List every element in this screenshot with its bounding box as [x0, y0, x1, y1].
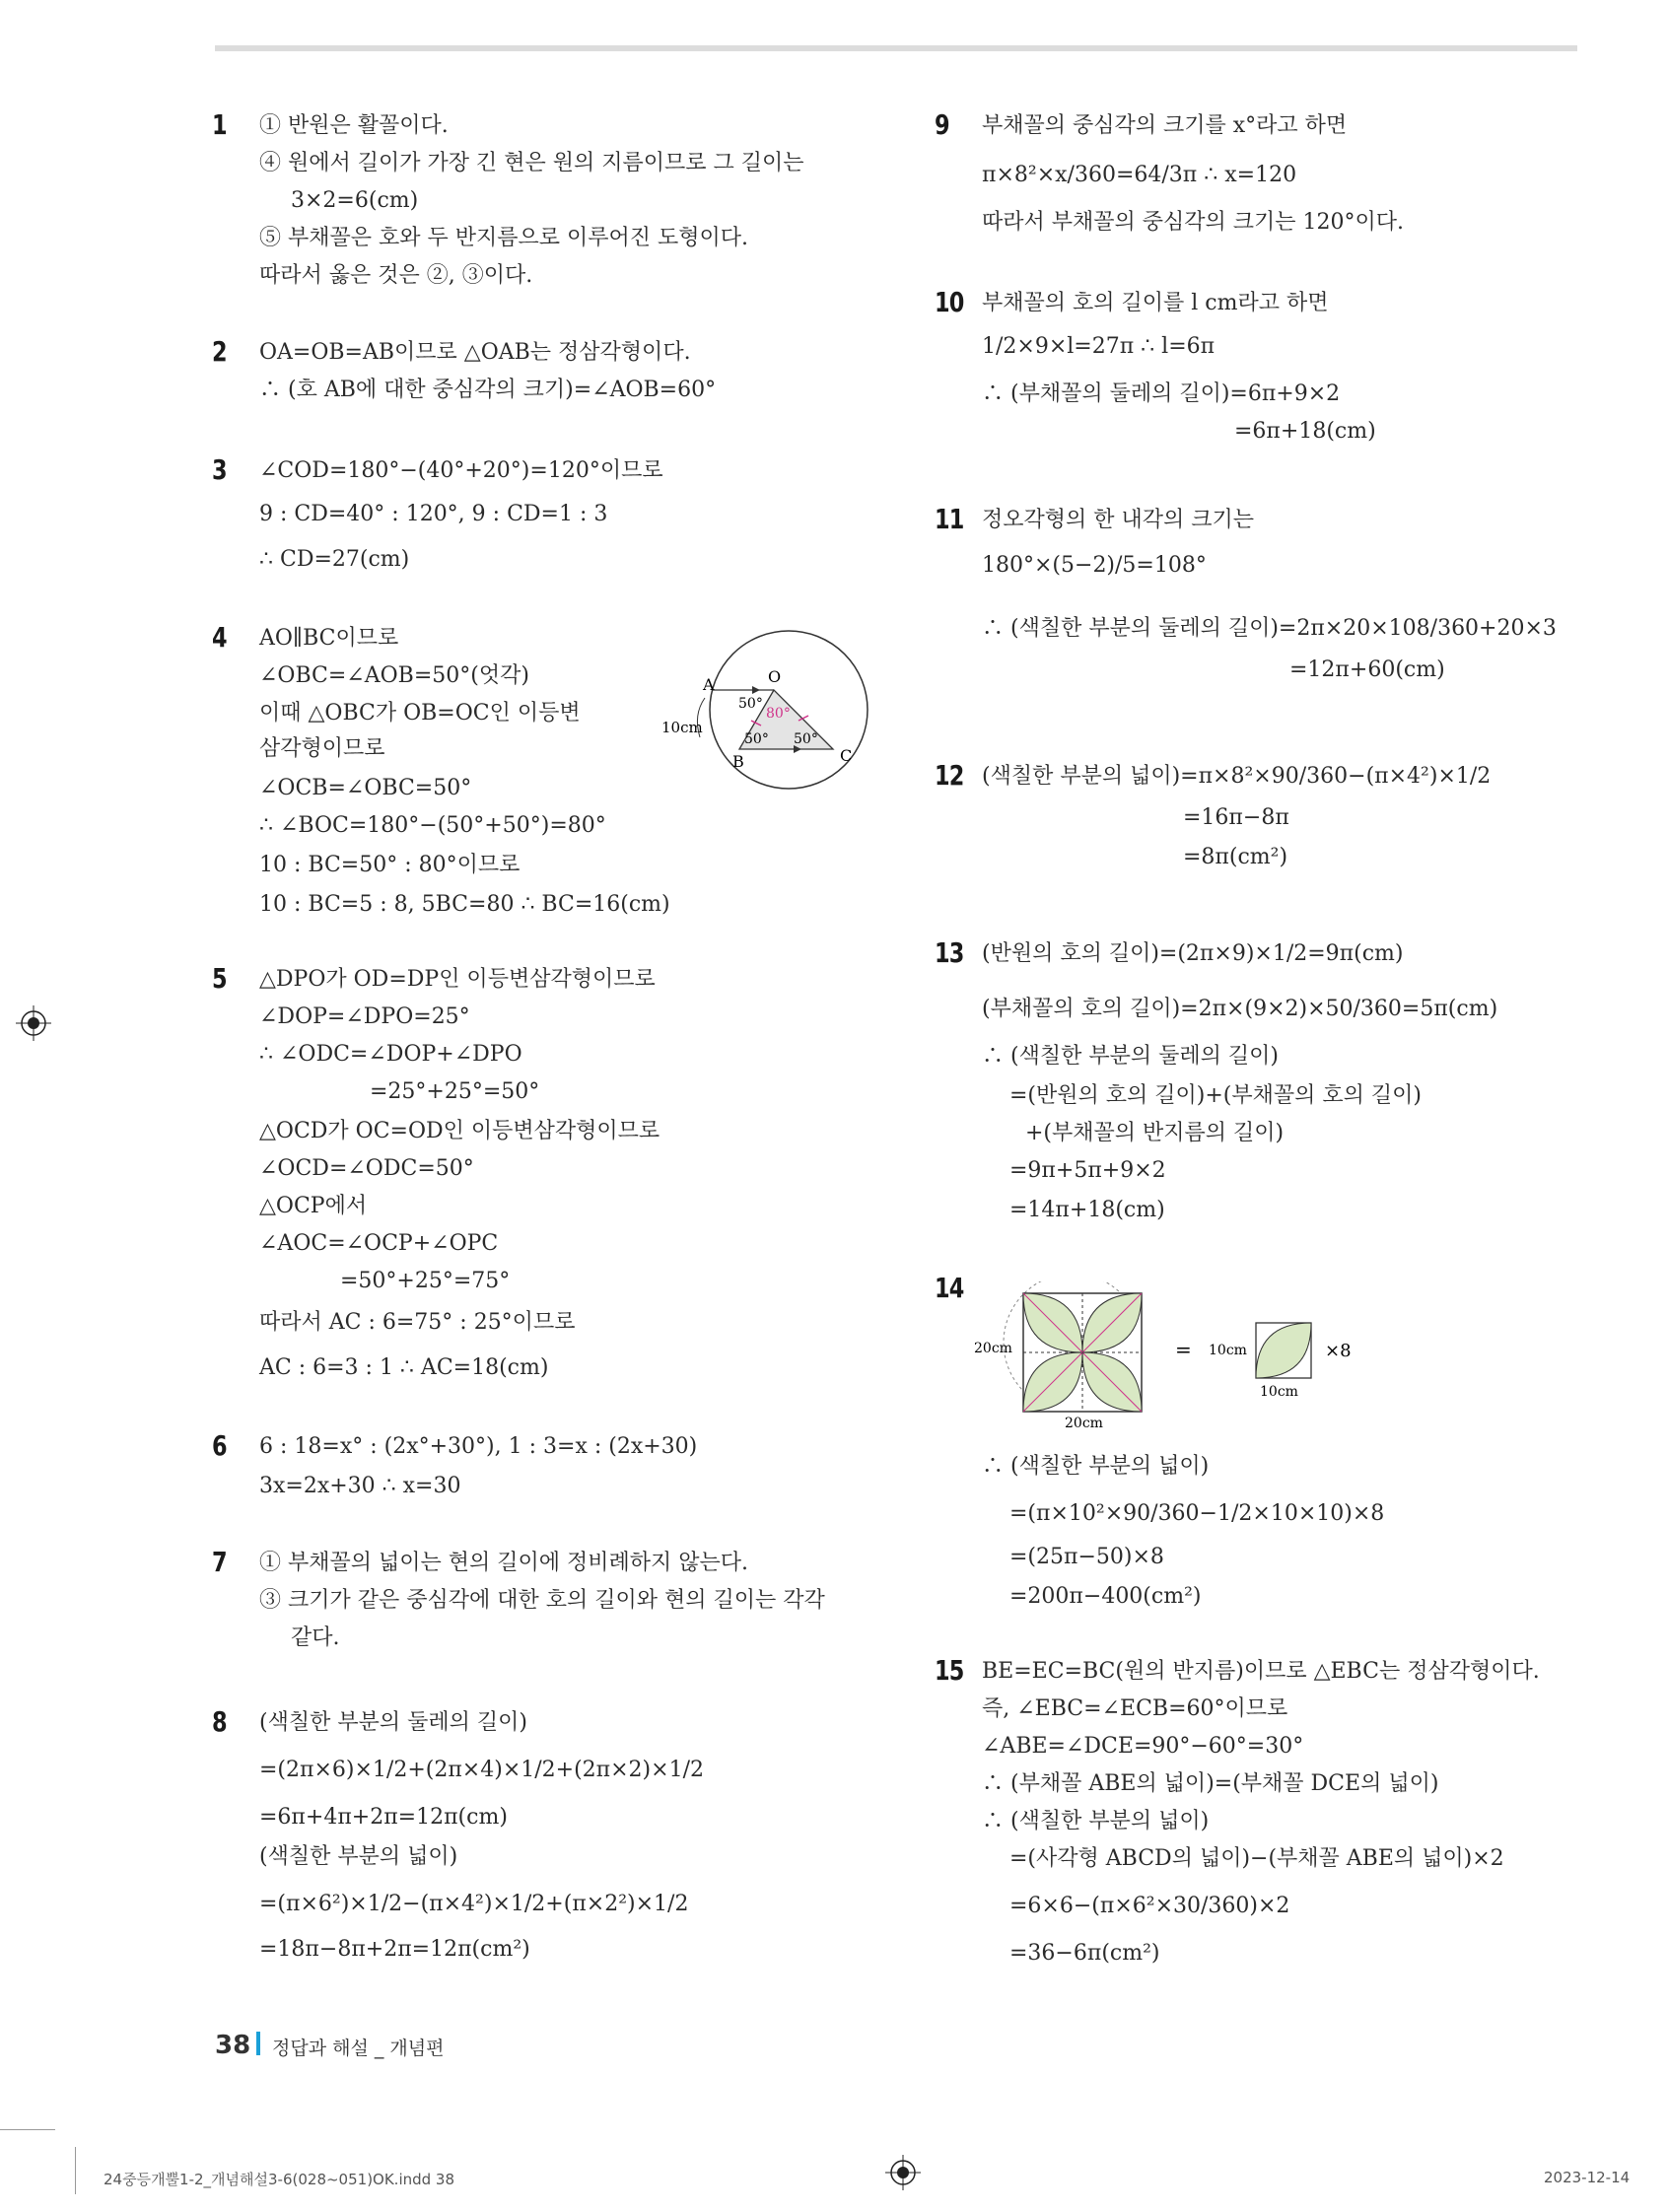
side-label: 20cm — [974, 1341, 1012, 1356]
solution-line: 삼각형이므로 — [259, 736, 385, 761]
problem-number: 8 — [212, 1705, 227, 1738]
solution-line: 즉, ∠EBC=∠ECB=60°이므로 — [982, 1696, 1288, 1721]
solution-line: 1/2×9×l=27π ∴ l=6π — [982, 334, 1216, 359]
problem-number: 7 — [212, 1546, 227, 1578]
solution-line: 6 : 18=x° : (2x°+30°), 1 : 3=x : (2x+30) — [259, 1434, 698, 1459]
problem-number: 2 — [212, 335, 227, 368]
solution-line: =(반원의 호의 길이)+(부채꼴의 호의 길이) — [1009, 1083, 1422, 1108]
solution-line: (반원의 호의 길이)=(2π×9)×1/2=9π(cm) — [982, 941, 1404, 966]
solution-line: ∴ (색칠한 부분의 둘레의 길이) — [982, 1044, 1279, 1069]
solution-line: =(사각형 ABCD의 넓이)−(부채꼴 ABE의 넓이)×2 — [1009, 1846, 1504, 1871]
solution-line: 180°×(5−2)/5=108° — [982, 553, 1207, 578]
solution-line: (색칠한 부분의 둘레의 길이) — [259, 1710, 527, 1735]
solution-line: 따라서 옳은 것은 ②, ③이다. — [259, 263, 533, 288]
problem-number: 12 — [935, 759, 964, 792]
angle-label: 50° — [744, 731, 769, 747]
flower-figure — [974, 1281, 1368, 1429]
solution-line: ∴ (부채꼴 ABE의 넓이)=(부채꼴 DCE의 넓이) — [982, 1771, 1439, 1796]
solution-line: △DPO가 OD=DP인 이등변삼각형이므로 — [259, 967, 656, 992]
solution-line: =(π×10²×90/360−1/2×10×10)×8 — [1009, 1501, 1385, 1526]
circle-figure — [646, 621, 872, 798]
problem-number: 4 — [212, 621, 227, 654]
solution-line: ④ 원에서 길이가 가장 긴 현은 원의 지름이므로 그 길이는 — [259, 151, 804, 175]
solution-line: △OCD가 OC=OD인 이등변삼각형이므로 — [259, 1119, 660, 1143]
solution-line: AC : 6=3 : 1 ∴ AC=18(cm) — [259, 1355, 549, 1380]
angle-label: 80° — [766, 706, 791, 722]
solution-line: △OCP에서 — [259, 1194, 368, 1218]
solution-line: AO∥BC이므로 — [259, 626, 399, 651]
problem-number: 15 — [935, 1654, 964, 1687]
solution-line: =16π−8π — [1183, 805, 1289, 830]
solution-line: =14π+18(cm) — [1009, 1198, 1165, 1222]
solution-line: 3×2=6(cm) — [291, 188, 419, 213]
solution-line: =8π(cm²) — [1183, 845, 1288, 869]
solution-line: ∠OCB=∠OBC=50° — [259, 776, 472, 800]
solution-line: =6×6−(π×6²×30/360)×2 — [1009, 1894, 1290, 1918]
solution-line: ∠COD=180°−(40°+20°)=120°이므로 — [259, 458, 663, 483]
solution-line: ∴ (색칠한 부분의 둘레의 길이)=2π×20×108/360+20×3 — [982, 616, 1557, 641]
solution-line: 10 : BC=50° : 80°이므로 — [259, 853, 521, 877]
crop-mark — [0, 2129, 55, 2130]
solution-line: ∠ABE=∠DCE=90°−60°=30° — [982, 1734, 1304, 1759]
problem-number: 9 — [935, 108, 949, 141]
side-label: 10cm — [1209, 1343, 1247, 1358]
solution-line: =6π+18(cm) — [1234, 419, 1376, 444]
solution-line: 정오각형의 한 내각의 크기는 — [982, 508, 1255, 532]
solution-line: =12π+60(cm) — [1289, 657, 1445, 682]
solution-line: +(부채꼴의 반지름의 길이) — [1025, 1121, 1285, 1145]
solution-line: =50°+25°=75° — [340, 1269, 511, 1293]
problem-number: 3 — [212, 453, 227, 486]
crop-mark — [75, 2147, 76, 2194]
solution-line: ∠OBC=∠AOB=50°(엇각) — [259, 663, 529, 688]
problem-number: 6 — [212, 1429, 227, 1462]
solution-line: =18π−8π+2π=12π(cm²) — [259, 1937, 530, 1962]
registration-mark-icon — [885, 2155, 921, 2190]
solution-line: (색칠한 부분의 넓이) — [259, 1844, 458, 1869]
registration-mark-icon — [16, 1005, 51, 1041]
equals-sign: = — [1175, 1338, 1192, 1361]
solution-line: 따라서 부채꼴의 중심각의 크기는 120°이다. — [982, 210, 1404, 235]
solution-line: =200π−400(cm²) — [1009, 1584, 1202, 1609]
solution-line: =25°+25°=50° — [370, 1079, 540, 1104]
side-label: 10cm — [1260, 1384, 1298, 1400]
top-rule — [215, 45, 1577, 51]
solution-line: =9π+5π+9×2 — [1009, 1158, 1166, 1183]
solution-line: ∴ (색칠한 부분의 넓이) — [982, 1809, 1210, 1833]
problem-number: 5 — [212, 962, 227, 995]
angle-label: 50° — [794, 731, 818, 747]
print-date: 2023-12-14 — [1544, 2169, 1631, 2186]
label-o: O — [768, 667, 782, 686]
solution-line: 같다. — [291, 1625, 340, 1650]
solution-line: OA=OB=AB이므로 △OAB는 정삼각형이다. — [259, 340, 691, 365]
multiplier: ×8 — [1325, 1341, 1352, 1361]
solution-line: 10 : BC=5 : 8, 5BC=80 ∴ BC=16(cm) — [259, 892, 670, 917]
problem-number: 10 — [935, 286, 964, 318]
solution-line: =36−6π(cm²) — [1009, 1941, 1160, 1966]
solution-line: 부채꼴의 중심각의 크기를 x°라고 하면 — [982, 113, 1348, 138]
solution-line: =6π+4π+2π=12π(cm) — [259, 1805, 508, 1830]
side-label: 20cm — [1065, 1416, 1103, 1429]
solution-line: ① 반원은 활꼴이다. — [259, 113, 449, 138]
problem-number: 11 — [935, 503, 964, 535]
solution-line: =(25π−50)×8 — [1009, 1545, 1164, 1569]
solution-line: 이때 △OBC가 OB=OC인 이등변 — [259, 701, 581, 726]
label-radius: 10cm — [661, 719, 703, 736]
solution-line: π×8²×x/360=64/3π ∴ x=120 — [982, 163, 1297, 187]
solution-line: ∴ ∠BOC=180°−(50°+50°)=80° — [259, 813, 606, 838]
solution-line: ∴ (색칠한 부분의 넓이) — [982, 1454, 1210, 1479]
solution-line: ⑤ 부채꼴은 호와 두 반지름으로 이루어진 도형이다. — [259, 226, 748, 250]
solution-line: ∴ CD=27(cm) — [259, 547, 410, 572]
angle-label: 50° — [738, 696, 763, 712]
solution-line: ∴ (호 AB에 대한 중심각의 크기)=∠AOB=60° — [259, 378, 717, 402]
page-number: 38 — [215, 2031, 251, 2060]
label-a: A — [703, 675, 715, 694]
label-c: C — [840, 746, 853, 765]
problem-number: 13 — [935, 936, 964, 969]
source-filename: 24중등개뿔1-2_개념해설3-6(028~051)OK.indd 38 — [104, 2171, 455, 2188]
solution-line: ∠AOC=∠OCP+∠OPC — [259, 1231, 499, 1256]
solution-line: (색칠한 부분의 넓이)=π×8²×90/360−(π×4²)×1/2 — [982, 764, 1492, 789]
solution-line: ③ 크기가 같은 중심각에 대한 호의 길이와 현의 길이는 각각 — [259, 1588, 825, 1613]
solution-line: 3x=2x+30 ∴ x=30 — [259, 1474, 461, 1498]
problem-number: 14 — [935, 1272, 964, 1304]
solution-line: ① 부채꼴의 넓이는 현의 길이에 정비례하지 않는다. — [259, 1551, 748, 1575]
solution-line: 따라서 AC : 6=75° : 25°이므로 — [259, 1310, 576, 1335]
solution-line: 부채꼴의 호의 길이를 l cm라고 하면 — [982, 291, 1329, 315]
problem-number: 1 — [212, 108, 227, 141]
solution-line: ∠DOP=∠DPO=25° — [259, 1004, 470, 1029]
label-b: B — [732, 752, 744, 771]
solution-line: =(2π×6)×1/2+(2π×4)×1/2+(2π×2)×1/2 — [259, 1758, 704, 1782]
solution-line: 9 : CD=40° : 120°, 9 : CD=1 : 3 — [259, 502, 608, 526]
footer-title: 정답과 해설 _ 개념편 — [272, 2038, 445, 2059]
solution-line: (부채꼴의 호의 길이)=2π×(9×2)×50/360=5π(cm) — [982, 997, 1498, 1021]
footer-divider — [256, 2032, 260, 2055]
solution-line: ∴ ∠ODC=∠DOP+∠DPO — [259, 1042, 522, 1067]
solution-line: ∠OCD=∠ODC=50° — [259, 1156, 474, 1181]
solution-line: ∴ (부채꼴의 둘레의 길이)=6π+9×2 — [982, 381, 1341, 406]
solution-line: BE=EC=BC(원의 반지름)이므로 △EBC는 정삼각형이다. — [982, 1659, 1540, 1684]
solution-line: =(π×6²)×1/2−(π×4²)×1/2+(π×2²)×1/2 — [259, 1892, 689, 1916]
parallel-arrow-icon — [752, 686, 760, 694]
